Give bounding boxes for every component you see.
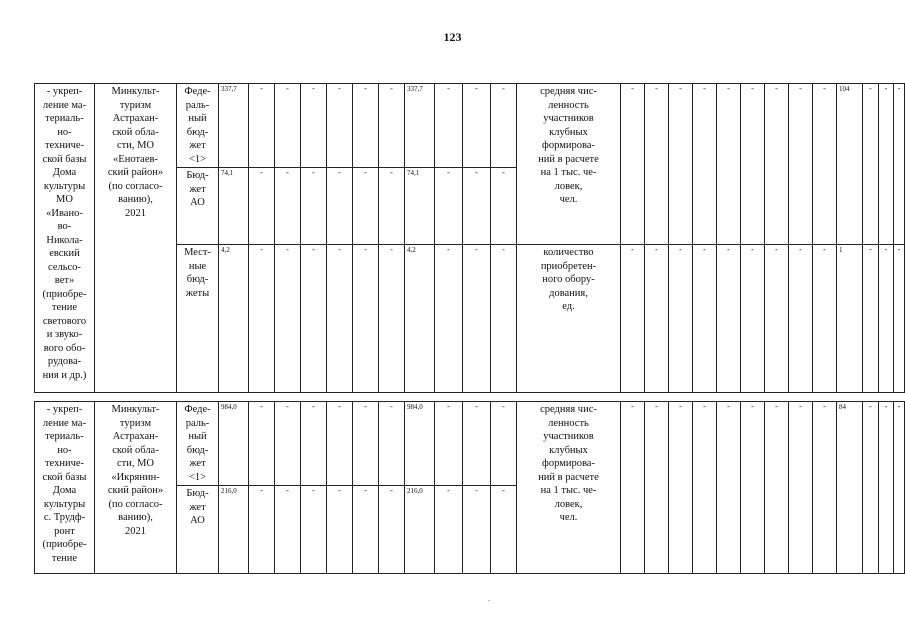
source-cell: Феде- раль- ный бюд- жет <1>	[177, 402, 219, 486]
dash-cell-2: -	[491, 402, 517, 486]
indicator-value-cell: 1	[837, 245, 863, 393]
dash-cell-5: -	[741, 402, 765, 574]
dash-cell-2: -	[491, 486, 517, 574]
dash-cell-3: -	[693, 402, 717, 574]
total-cell: 337,7	[219, 84, 249, 168]
dash-cell-1: -	[463, 245, 491, 393]
total-cell: 984,0	[219, 402, 249, 486]
total-cell: 74,1	[219, 168, 249, 245]
executor-cell: Минкульт- туризм Астрахан- ской обла- сти, МО «Енотаев- ский район» (по согласо- ванию), 2021	[95, 84, 177, 393]
dash-cell-2: -	[894, 84, 905, 245]
dash-cell-0: -	[249, 486, 275, 574]
dash-cell-5: -	[379, 402, 405, 486]
total-cell: 216,0	[219, 486, 249, 574]
year-2021-cell: 74,1	[405, 168, 435, 245]
dash-cell-1: -	[645, 84, 669, 245]
row-separator	[35, 393, 905, 402]
dash-cell-5: -	[379, 84, 405, 168]
dash-cell-0: -	[249, 402, 275, 486]
dash-cell-1: -	[645, 245, 669, 393]
dash-cell-3: -	[693, 84, 717, 245]
dash-cell-4: -	[717, 245, 741, 393]
dash-cell-3: -	[327, 168, 353, 245]
dash-cell-0: -	[621, 402, 645, 574]
dash-cell-5: -	[379, 486, 405, 574]
dash-cell-5: -	[379, 245, 405, 393]
budget-table	[34, 83, 905, 574]
dash-cell-0: -	[621, 84, 645, 245]
source-cell: Бюд- жет АО	[177, 168, 219, 245]
indicator-cell: количество приобретен- ного обору- дования, ед.	[517, 245, 621, 393]
scan-speck	[488, 600, 490, 601]
dash-cell-3: -	[327, 245, 353, 393]
dash-cell-1: -	[645, 402, 669, 574]
source-cell: Мест- ные бюд- жеты	[177, 245, 219, 393]
dash-cell-2: -	[894, 245, 905, 393]
dash-cell-1: -	[879, 84, 894, 245]
dash-cell-1: -	[879, 245, 894, 393]
dash-cell-0: -	[621, 245, 645, 393]
source-cell: Бюд- жет АО	[177, 486, 219, 574]
dash-cell-5: -	[741, 84, 765, 245]
dash-cell-0: -	[435, 402, 463, 486]
dash-cell-1: -	[879, 402, 894, 574]
dash-cell-3: -	[327, 84, 353, 168]
year-2021-cell: 337,7	[405, 84, 435, 168]
total-cell: 4,2	[219, 245, 249, 393]
dash-cell-2: -	[301, 486, 327, 574]
measure-cell: - укреп- ление ма- териаль- но- техниче- ской базы Дома культуры с. Трудф- ронт (приобре- тение	[35, 402, 95, 574]
dash-cell-2: -	[669, 402, 693, 574]
table-row	[35, 84, 905, 168]
year-2021-cell: 216,0	[405, 486, 435, 574]
page-number: 123	[443, 30, 462, 44]
dash-cell-2: -	[669, 245, 693, 393]
measure-cell: - укреп- ление ма- териаль- но- техниче- ской базы Дома культуры МО «Ивано- во- Никола- евский сельсо- вет» (приобре- тение светового и звуко- вого обо- рудова- ния и др.)	[35, 84, 95, 393]
dash-cell-4: -	[353, 486, 379, 574]
dash-cell-8: -	[813, 245, 837, 393]
dash-cell-2: -	[894, 402, 905, 574]
indicator-value-cell: 84	[837, 402, 863, 574]
dash-cell-7: -	[789, 402, 813, 574]
dash-cell-6: -	[765, 402, 789, 574]
dash-cell-2: -	[301, 402, 327, 486]
dash-cell-1: -	[463, 402, 491, 486]
dash-cell-3: -	[327, 402, 353, 486]
year-2021-cell: 4,2	[405, 245, 435, 393]
dash-cell-2: -	[491, 245, 517, 393]
dash-cell-8: -	[813, 402, 837, 574]
dash-cell-1: -	[275, 84, 301, 168]
dash-cell-0: -	[435, 486, 463, 574]
dash-cell-0: -	[863, 84, 879, 245]
dash-cell-1: -	[275, 245, 301, 393]
dash-cell-1: -	[275, 486, 301, 574]
indicator-cell: средняя чис- ленность участников клубных формирова- ний в расчете на 1 тыс. че- ловек, чел.	[517, 402, 621, 574]
indicator-cell: средняя чис- ленность участников клубных формирова- ний в расчете на 1 тыс. че- ловек, чел.	[517, 84, 621, 245]
dash-cell-8: -	[813, 84, 837, 245]
dash-cell-3: -	[693, 245, 717, 393]
dash-cell-0: -	[863, 245, 879, 393]
dash-cell-0: -	[863, 402, 879, 574]
dash-cell-4: -	[353, 84, 379, 168]
dash-cell-7: -	[789, 245, 813, 393]
table-row	[35, 402, 905, 486]
dash-cell-5: -	[379, 168, 405, 245]
dash-cell-0: -	[435, 245, 463, 393]
dash-cell-4: -	[717, 84, 741, 245]
dash-cell-6: -	[765, 84, 789, 245]
dash-cell-0: -	[435, 168, 463, 245]
indicator-value-cell: 104	[837, 84, 863, 245]
dash-cell-1: -	[275, 168, 301, 245]
dash-cell-2: -	[301, 84, 327, 168]
dash-cell-4: -	[717, 402, 741, 574]
dash-cell-2: -	[301, 168, 327, 245]
year-2021-cell: 984,0	[405, 402, 435, 486]
dash-cell-4: -	[353, 168, 379, 245]
dash-cell-3: -	[327, 486, 353, 574]
dash-cell-2: -	[669, 84, 693, 245]
dash-cell-1: -	[275, 402, 301, 486]
dash-cell-0: -	[249, 168, 275, 245]
dash-cell-5: -	[741, 245, 765, 393]
dash-cell-2: -	[301, 245, 327, 393]
dash-cell-4: -	[353, 245, 379, 393]
dash-cell-2: -	[491, 168, 517, 245]
dash-cell-0: -	[249, 245, 275, 393]
dash-cell-0: -	[435, 84, 463, 168]
dash-cell-1: -	[463, 84, 491, 168]
dash-cell-4: -	[353, 402, 379, 486]
executor-cell: Минкульт- туризм Астрахан- ской обла- сти, МО «Икрянин- ский район» (по согласо- ванию), 2021	[95, 402, 177, 574]
dash-cell-2: -	[491, 84, 517, 168]
dash-cell-0: -	[249, 84, 275, 168]
dash-cell-1: -	[463, 486, 491, 574]
dash-cell-7: -	[789, 84, 813, 245]
dash-cell-6: -	[765, 245, 789, 393]
source-cell: Феде- раль- ный бюд- жет <1>	[177, 84, 219, 168]
dash-cell-1: -	[463, 168, 491, 245]
